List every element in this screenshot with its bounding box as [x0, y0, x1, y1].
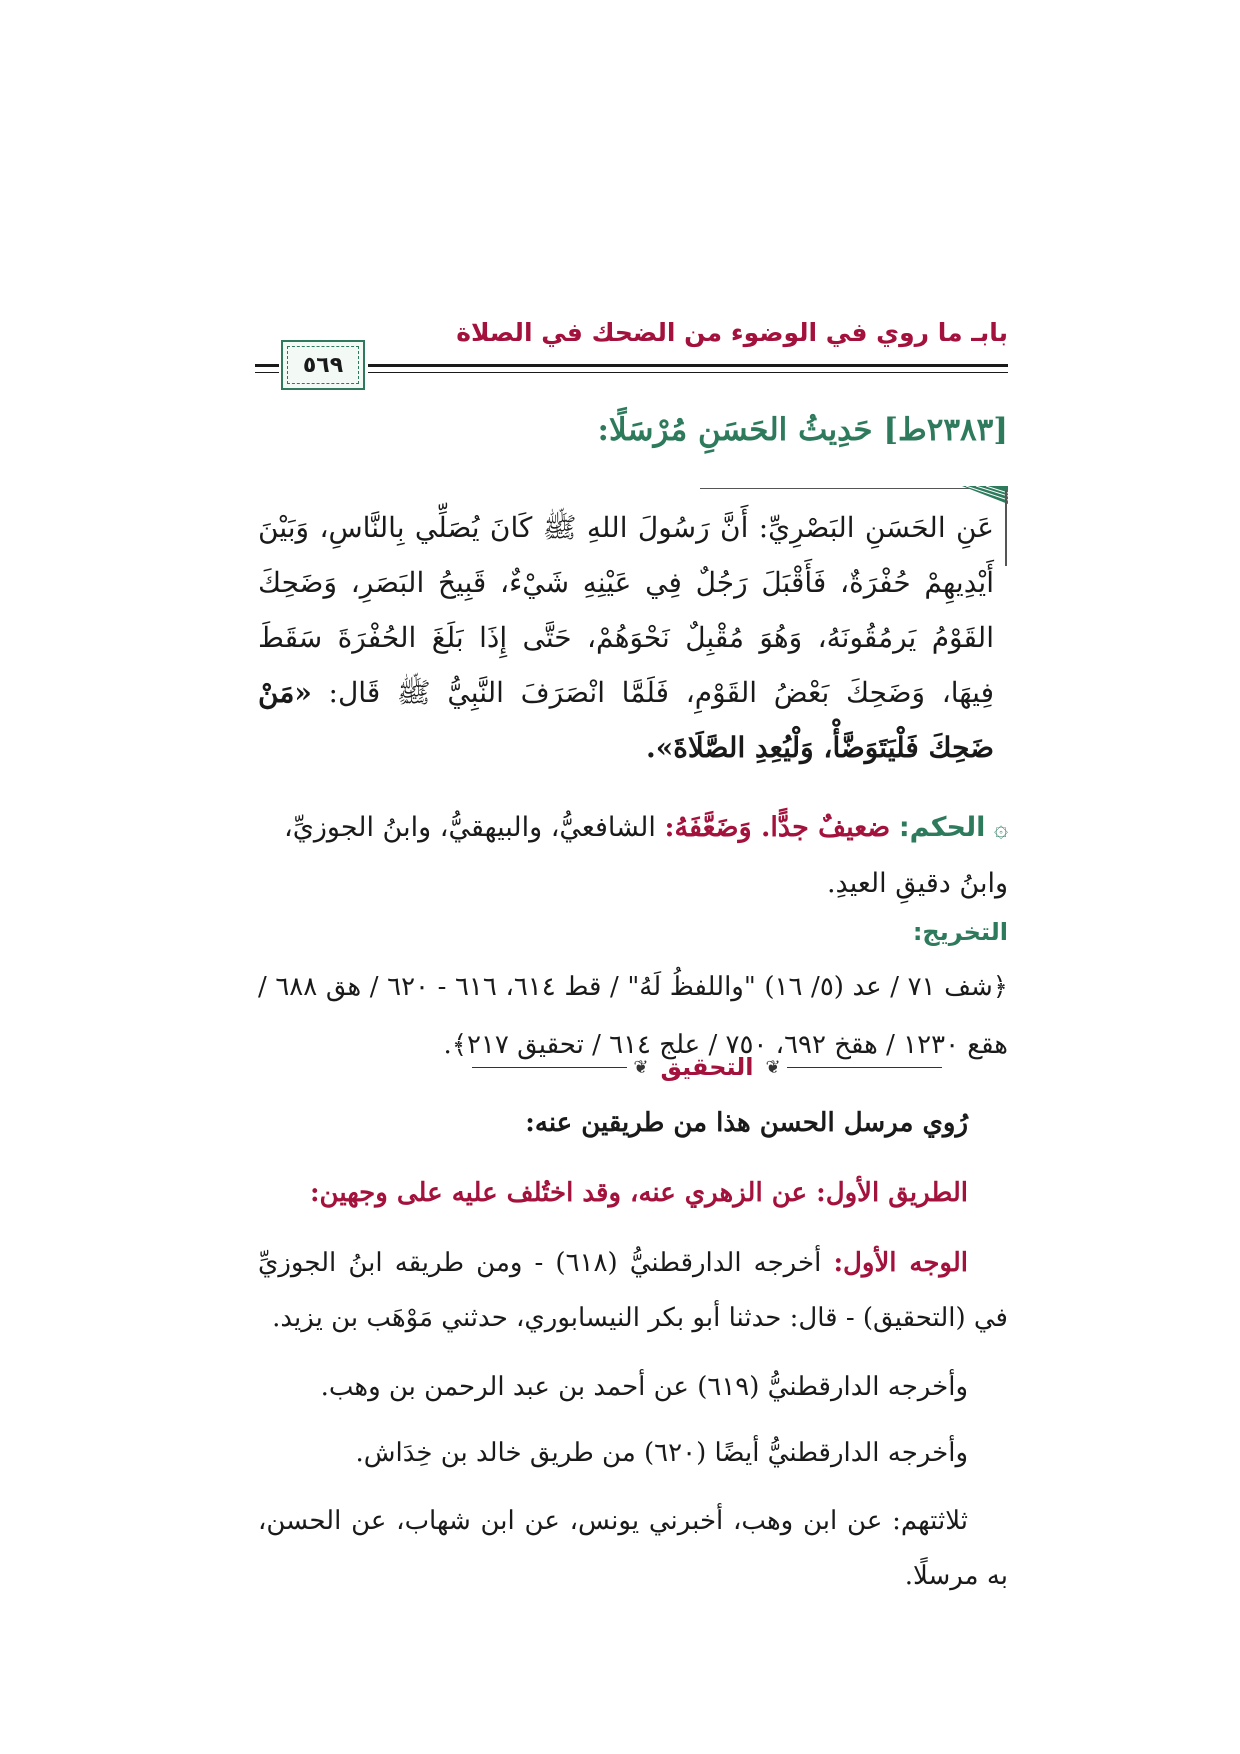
divider-line — [472, 1067, 627, 1068]
hadith-top-rule — [700, 488, 998, 489]
page-number-frame — [281, 340, 365, 390]
paragraph-line — [258, 1360, 1008, 1415]
paragraph-line — [258, 1426, 1008, 1481]
path-one-text: الطريق الأول: عن الزهري عنه، وقد اختُلف عليه على وجهين: — [309, 1178, 968, 1208]
paragraph-line-text: ثلاثتهم: عن ابن وهب، أخبرني يونس، عن ابن شهاب، عن الحسن، به مرسلًا. — [258, 1506, 1008, 1591]
section-divider — [472, 1052, 942, 1082]
flower-ornament-icon: ۞ — [993, 814, 1008, 842]
investigation-intro — [258, 1096, 1008, 1151]
header-rule — [368, 364, 1008, 373]
hadith-quote: «مَنْ ضَحِكَ فَلْيَتَوَضَّأْ، وَلْيُعِدِ الصَّلَاةَ». — [258, 676, 994, 764]
ruling-text: الشافعيُّ، والبيهقيُّ، وابنُ الجوزيِّ، وابنُ دقيقِ العيدِ. — [283, 812, 1008, 899]
running-title: بابـ ما روي في الوضوء من الضحك في الصلاة — [456, 318, 1008, 347]
investigation-intro-text: رُوي مرسل الحسن هذا من طريقين عنه: — [525, 1108, 968, 1138]
divider-ornament-icon: ❦ — [633, 1056, 649, 1078]
page-number: ٥٦٩ — [302, 352, 344, 378]
paragraph-line-text: وأخرجه الدارقطنيُّ أيضًا (٦٢٠) من طريق خالد بن خِدَاش. — [355, 1438, 968, 1468]
divider-ornament-icon: ❦ — [765, 1056, 781, 1078]
aspect-one-text: أخرجه الدارقطنيُّ (٦١٨) - ومن طريقه ابنُ الجوزيِّ في (التحقيق) - قال: حدثنا أبو بكر النيسابوري، حدثني مَوْهَب بن يزيد. — [258, 1248, 1008, 1333]
paragraph-line-text: وأخرجه الدارقطنيُّ (٦١٩) عن أحمد بن عبد الرحمن بن وهب. — [320, 1372, 968, 1402]
aspect-one — [258, 1236, 1008, 1346]
hadith-text — [258, 500, 994, 775]
ruling-verdict: ضعيفٌ جدًّا. وَضَعَّفَهُ: — [664, 812, 891, 843]
hadith-body: عَنِ الحَسَنِ البَصْرِيِّ: أَنَّ رَسُولَ اللهِ ﷺ كَانَ يُصَلِّي بِالنَّاسِ، وَبَيْنَ أَيْدِيهِمْ حُفْرَةٌ، فَأَقْبَلَ رَجُلٌ فِي عَيْنِهِ شَيْءٌ، قَبِيحُ البَصَرِ، وَضَحِكَ القَوْمُ يَرمُقُونَهُ، وَهُوَ مُقْبِلٌ نَحْوَهُمْ، حَتَّى إِذَا بَلَغَ الحُفْرَةَ سَقَطَ فِيهَا، وَضَحِكَ بَعْضُ القَوْمِ، فَلَمَّا انْصَرَفَ النَّبِيُّ ﷺ قَال: — [258, 511, 994, 709]
divider-line — [787, 1067, 942, 1068]
takhrij-text: ﴿شف ٧١ / عد (٥/ ١٦) "واللفظُ لَهُ" / قط ٦١٤، ٦١٦ - ٦٢٠ / هق ٦٨٨ / هقع ١٢٣٠ / هقخ ٦٩٢، ٧٥٠ / علج ٦١٤ / تحقيق ٢١٧﴾. — [258, 972, 1009, 1060]
header-rule-left — [255, 364, 279, 373]
ruling-paragraph — [258, 800, 1008, 912]
hadith-title: [٢٣٨٣ط] حَدِيثُ الحَسَنِ مُرْسَلًا: — [597, 412, 1008, 448]
ruling-label: الحكم: — [898, 812, 986, 843]
path-one — [258, 1166, 1008, 1221]
takhrij-heading: التخريج: — [912, 918, 1008, 946]
paragraph-line — [258, 1494, 1008, 1604]
aspect-one-label: الوجه الأول: — [833, 1248, 969, 1278]
divider-title: التحقيق — [660, 1053, 754, 1081]
